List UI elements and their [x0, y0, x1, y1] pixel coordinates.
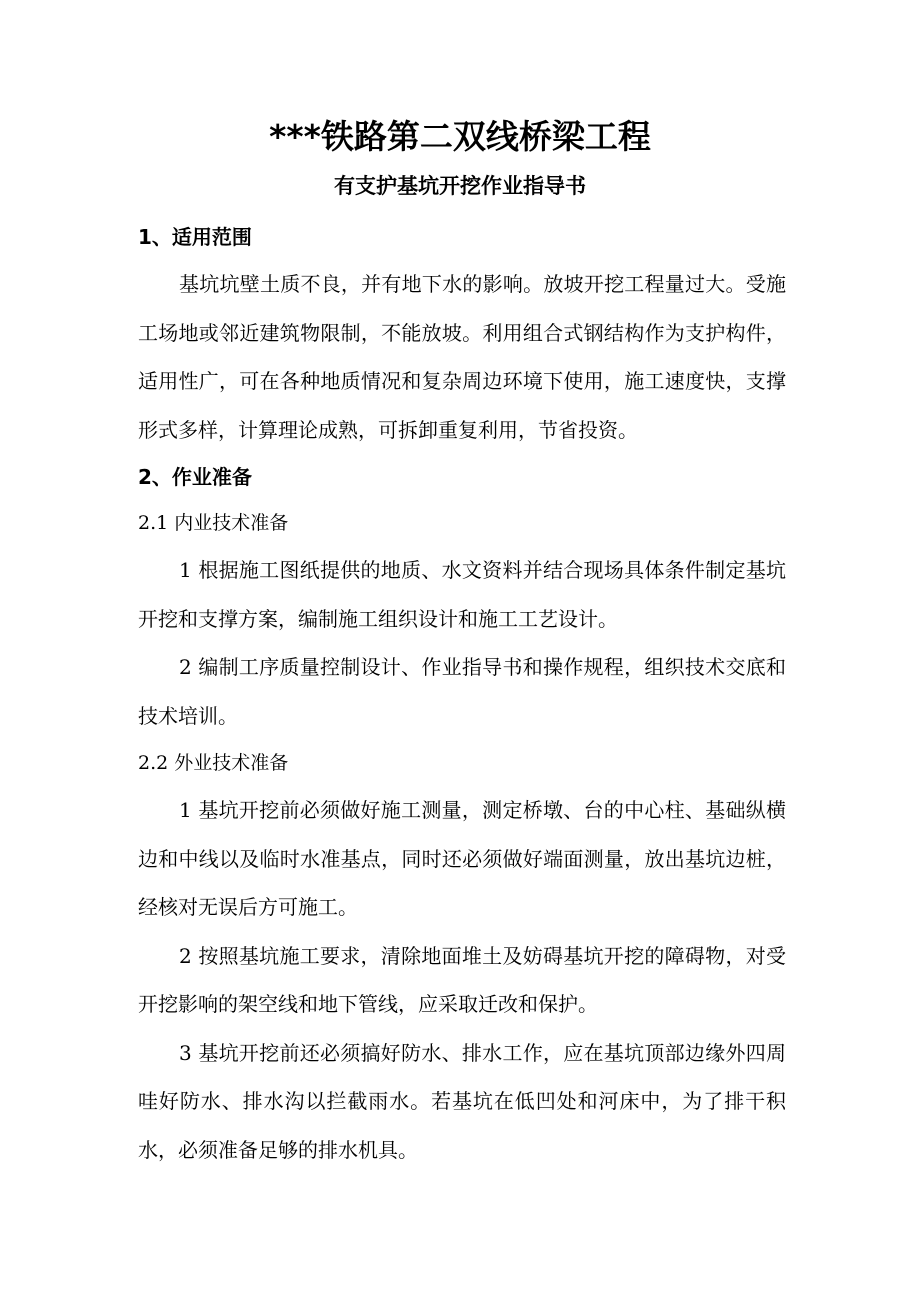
subsection-heading-internal-prep: 2.1 内业技术准备: [138, 512, 289, 534]
internal-prep-paragraph-2: 2 编制工序质量控制设计、作业指导书和操作规程，组织技术交底和技术培训。: [138, 655, 786, 728]
internal-prep-paragraph-1: 1 根据施工图纸提供的地质、水文资料并结合现场具体条件制定基坑开挖和支撑方案，编制施工组织设计和施工工艺设计。: [138, 558, 786, 631]
scope-paragraph: 基坑坑壁土质不良，并有地下水的影响。放坡开挖工程量过大。受施工场地或邻近建筑物限制，不能放坡。利用组合式钢结构作为支护构件，适用性广，可在各种地质情况和复杂周边环境下使用，施工速度快，支撑形式多样，计算理论成熟，可拆卸重复利用，节省投资。: [138, 272, 786, 442]
section-heading-preparation: 2、作业准备: [138, 465, 252, 489]
field-prep-paragraph-3: 3 基坑开挖前还必须搞好防水、排水工作，应在基坑顶部边缘外四周哇好防水、排水沟以拦截雨水。若基坑在低凹处和河床中，为了排干积水，必须准备足够的排水机具。: [138, 1040, 786, 1162]
field-prep-paragraph-1: 1 基坑开挖前必须做好施工测量，测定桥墩、台的中心柱、基础纵横边和中线以及临时水准基点，同时还必须做好端面测量，放出基坑边桩，经核对无误后方可施工。: [138, 798, 786, 919]
field-prep-paragraph-2: 2 按照基坑施工要求，清除地面堆土及妨碍基坑开挖的障碍物，对受开挖影响的架空线和地下管线，应采取迁改和保护。: [138, 943, 786, 1016]
document-body: [138, 214, 786, 1174]
document-subtitle: 有支护基坑开挖作业指导书: [334, 174, 586, 198]
section-heading-scope: 1、适用范围: [138, 225, 252, 249]
subsection-heading-field-prep: 2.2 外业技术准备: [138, 752, 289, 774]
document-title: ***铁路第二双线桥梁工程: [269, 117, 651, 156]
